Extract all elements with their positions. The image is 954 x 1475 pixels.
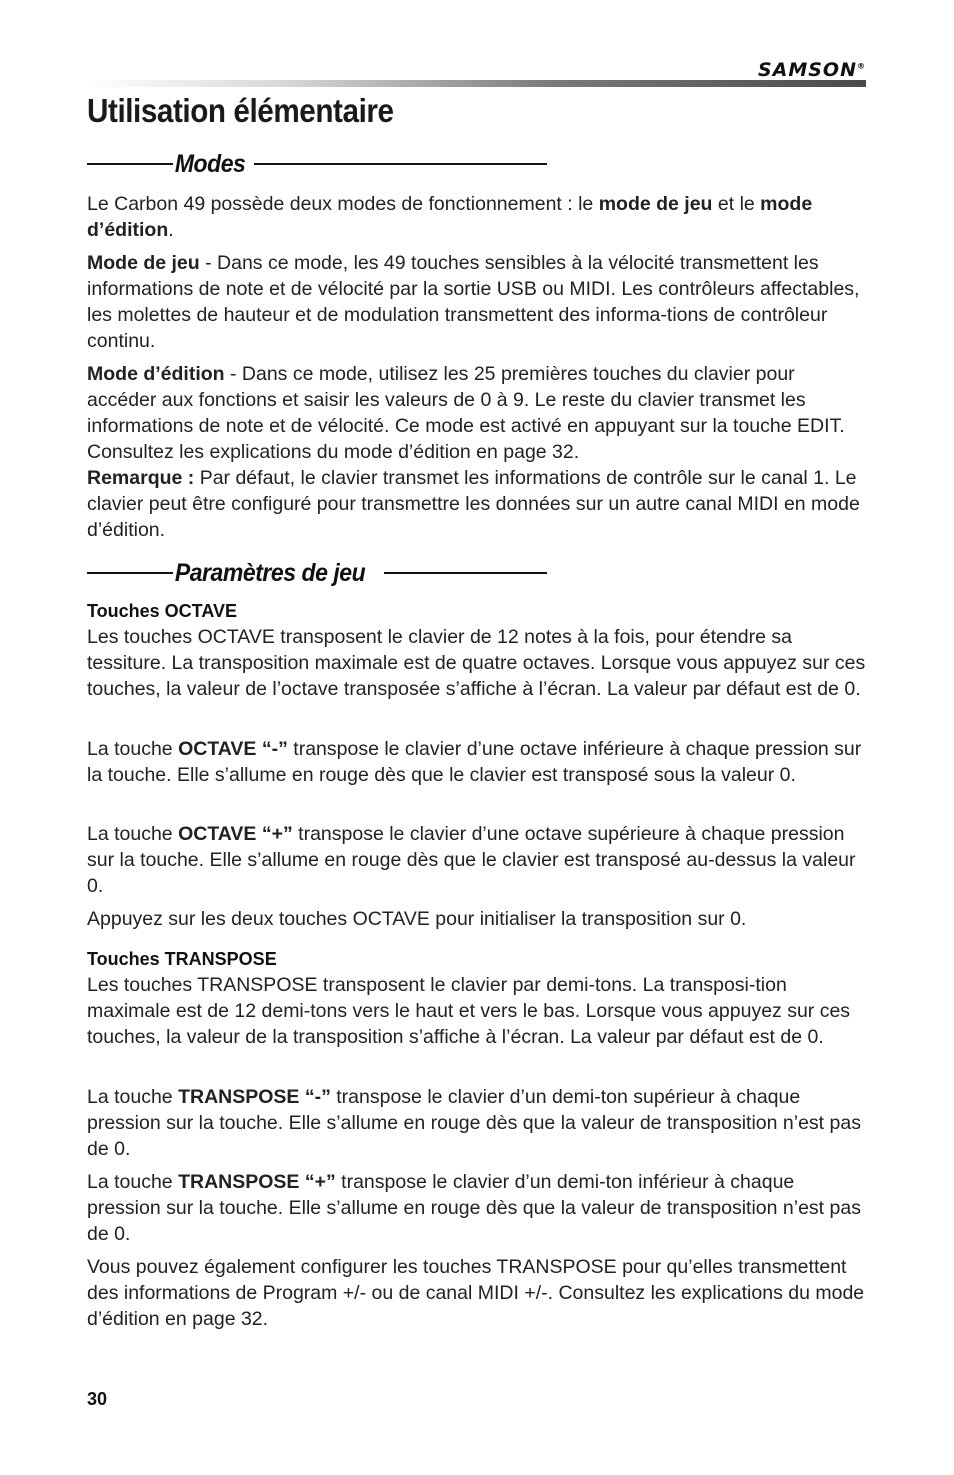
paragraph: Vous pouvez également configurer les touches TRANSPOSE pour qu’elles transmettent des informations de Program +/- ou de canal MIDI +/-. Consultez les explications du mode d’édition en page 32. xyxy=(87,1256,865,1330)
paragraph-mode-jeu xyxy=(87,250,869,354)
section-title: Paramètres de jeu xyxy=(174,558,366,587)
text: La touche xyxy=(87,823,179,845)
subsection-octave xyxy=(87,598,869,702)
paragraph-octave-plus xyxy=(87,821,869,899)
brand-logo: SAMSON® xyxy=(757,59,866,81)
bold-term: mode d’édition xyxy=(87,193,813,241)
note-text: Par défaut, le clavier transmet les informations de contrôle sur le canal 1. Le clavier peut être configuré pour transmettre les données sur un autre canal MIDI en mode d’édition. xyxy=(87,467,860,541)
paragraph-transpose-plus xyxy=(87,1169,869,1247)
paragraph: Appuyez sur les deux touches OCTAVE pour initialiser la transposition sur 0. xyxy=(87,908,747,930)
subsection-title: Touches OCTAVE xyxy=(87,601,238,621)
subsection-transpose xyxy=(87,946,869,1050)
text: Le Carbon 49 possède deux modes de fonctionnement : le xyxy=(87,193,599,215)
heading-rule-left xyxy=(87,572,173,574)
note-label: Remarque : xyxy=(87,467,195,489)
text: La touche xyxy=(87,1086,179,1108)
paragraph: Les touches TRANSPOSE transposent le clavier par demi-tons. La transposi-tion maximale est de 12 demi-tons vers le haut et vers le bas. Lorsque vous appuyez sur ces touches, la valeur de la transposition s’affiche à l’écran. La valeur par défaut est de 0. xyxy=(87,974,851,1048)
heading-rule-right xyxy=(384,572,547,574)
bold-term: OCTAVE “-” xyxy=(178,738,288,760)
bold-term: TRANSPOSE “-” xyxy=(178,1086,331,1108)
heading-rule-right xyxy=(254,163,547,165)
text: La touche xyxy=(87,738,179,760)
section-heading-modes xyxy=(87,149,547,179)
paragraph-transpose-minus xyxy=(87,1084,869,1162)
paragraph-transpose-config xyxy=(87,1254,869,1332)
bold-term: OCTAVE “+” xyxy=(178,823,293,845)
bold-term: Mode de jeu xyxy=(87,252,200,274)
text: . xyxy=(168,219,174,241)
page-number: 30 xyxy=(87,1389,108,1409)
paragraph-modes-intro xyxy=(87,191,869,243)
subsection-title: Touches TRANSPOSE xyxy=(87,949,277,969)
page-title: Utilisation élémentaire xyxy=(87,92,394,129)
paragraph-mode-edition xyxy=(87,361,869,543)
text: transpose le clavier d’un demi-ton supérieur à chaque pression sur la touche. Elle s’allume en rouge dès que la valeur de transposition n’est pas de 0. xyxy=(87,1086,861,1160)
header-rule xyxy=(87,80,866,87)
bold-term: mode de jeu xyxy=(598,193,713,215)
text: transpose le clavier d’une octave supérieure à chaque pression sur la touche. Elle s’allume en rouge dès que le clavier est transposé au-dessus la valeur 0. xyxy=(87,823,856,897)
text: - Dans ce mode, utilisez les 25 premières touches du clavier pour accéder aux fonctions et saisir les valeurs de 0 à 9. Le reste du clavier transmet les informations de note et de vélocité. Ce mode est activé en appuyant sur la touche EDIT. Consultez les explications du mode d’édition en page 32. xyxy=(87,363,845,463)
bold-term: Mode d’édition xyxy=(87,363,225,385)
paragraph-octave-reset xyxy=(87,906,869,932)
text: transpose le clavier d’une octave inférieure à chaque pression sur la touche. Elle s’allume en rouge dès que le clavier est transposé sous la valeur 0. xyxy=(87,738,862,786)
heading-rule-left xyxy=(87,163,173,165)
text: La touche xyxy=(87,1171,179,1193)
paragraph-octave-minus xyxy=(87,736,869,788)
section-title: Modes xyxy=(174,149,246,178)
paragraph: Les touches OCTAVE transposent le clavier de 12 notes à la fois, pour étendre sa tessiture. La transposition maximale est de quatre octaves. Lorsque vous appuyez sur ces touches, la valeur de l’octave transposée s’affiche à l’écran. La valeur par défaut est de 0. xyxy=(87,626,866,700)
section-heading-parametres xyxy=(87,558,547,588)
text: et le xyxy=(712,193,761,215)
text: - Dans ce mode, les 49 touches sensibles à la vélocité transmettent les informations de note et de vélocité par la sortie USB ou MIDI. Les contrôleurs affectables, les molettes de hauteur et de modulation transmettent des informa-tions de contrôleur continu. xyxy=(87,252,860,352)
text: transpose le clavier d’un demi-ton inférieur à chaque pression sur la touche. Elle s’allume en rouge dès que la valeur de transposition n’est pas de 0. xyxy=(87,1171,861,1245)
bold-term: TRANSPOSE “+” xyxy=(178,1171,336,1193)
